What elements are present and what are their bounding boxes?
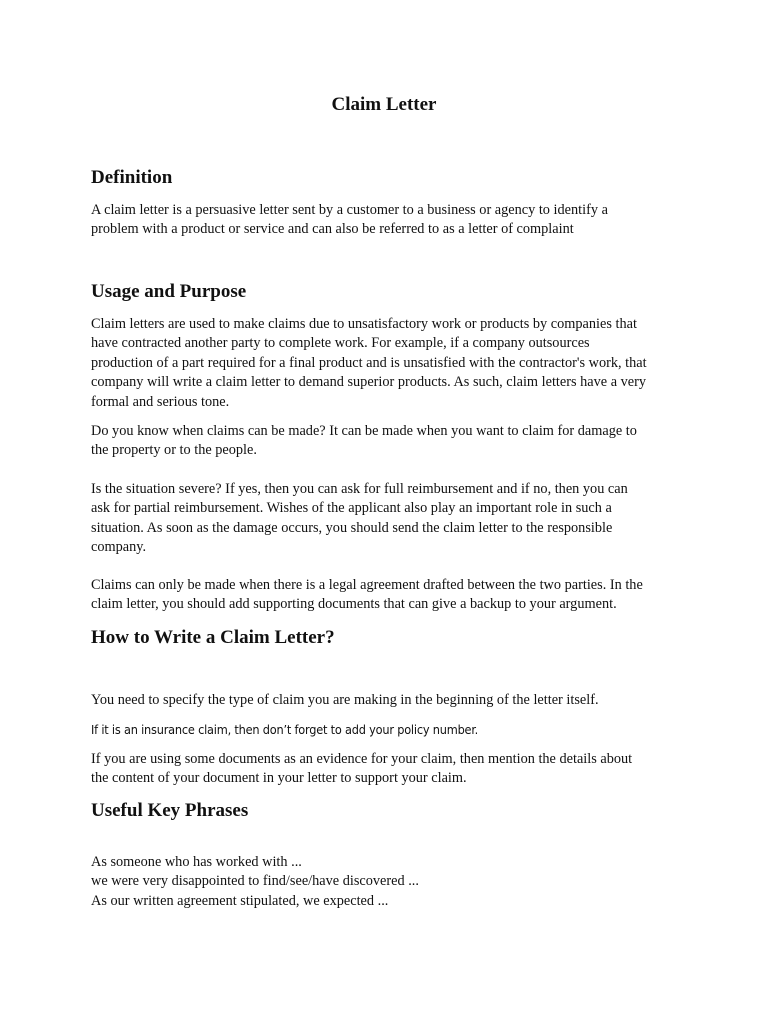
text-line: the content of your document in your letter to support your claim. — [91, 770, 467, 787]
heading-how-to-write: How to Write a Claim Letter? — [91, 627, 335, 648]
text-line: A claim letter is a persuasive letter sent by a customer to a business or agency to identify a — [91, 202, 608, 218]
text-line: production of a part required for a final product and is unsatisfied with the contractor's work, that — [91, 354, 647, 371]
paragraph-how-to-3 — [91, 750, 681, 789]
paragraph-how-to-2 — [91, 720, 681, 739]
paragraph-definition — [91, 201, 681, 240]
text-line: company. — [91, 539, 147, 556]
key-phrase: As our written agreement stipulated, we expected ... — [91, 892, 389, 909]
text-line: Claim letters are used to make claims due to unsatisfactory work or products by companies that — [91, 316, 637, 332]
text-line: situation. As soon as the damage occurs, you should send the claim letter to the responsible — [91, 519, 613, 536]
text-line: Is the situation severe? If yes, then you can ask for full reimbursement and if no, then you can — [91, 481, 628, 497]
text-line: Do you know when claims can be made? It can be made when you want to claim for damage to — [91, 423, 637, 439]
text-line: Claims can only be made when there is a legal agreement drafted between the two parties. In the — [91, 577, 643, 593]
paragraph-usage-1 — [91, 315, 681, 412]
paragraph-usage-2 — [91, 422, 681, 461]
document-title: Claim Letter — [331, 94, 437, 115]
heading-usage-and-purpose: Usage and Purpose — [91, 281, 247, 302]
text-line: ask for partial reimbursement. Wishes of the applicant also play an important role in such a — [91, 500, 612, 517]
text-line: If it is an insurance claim, then don’t forget to add your policy number. — [91, 722, 479, 737]
paragraph-how-to-1 — [91, 691, 681, 710]
key-phrase: we were very disappointed to find/see/have discovered ... — [91, 873, 419, 890]
text-line: the property or to the people. — [91, 442, 257, 459]
text-line: problem with a product or service and can also be referred to as a letter of complaint — [91, 221, 574, 238]
paragraph-usage-3 — [91, 480, 681, 558]
key-phrases-list — [91, 853, 681, 911]
text-line: formal and serious tone. — [91, 393, 230, 410]
key-phrase: As someone who has worked with ... — [91, 854, 302, 870]
heading-useful-key-phrases: Useful Key Phrases — [91, 800, 249, 821]
text-line: If you are using some documents as an evidence for your claim, then mention the details about — [91, 751, 633, 767]
text-line: have contracted another party to complete work. For example, if a company outsources — [91, 335, 590, 352]
text-line: company will write a claim letter to demand superior products. As such, claim letters have a very — [91, 374, 647, 391]
paragraph-usage-4 — [91, 576, 681, 615]
heading-definition: Definition — [91, 167, 173, 188]
text-line: You need to specify the type of claim you are making in the beginning of the letter itself. — [91, 692, 599, 708]
text-line: claim letter, you should add supporting documents that can give a backup to your argument. — [91, 596, 617, 613]
